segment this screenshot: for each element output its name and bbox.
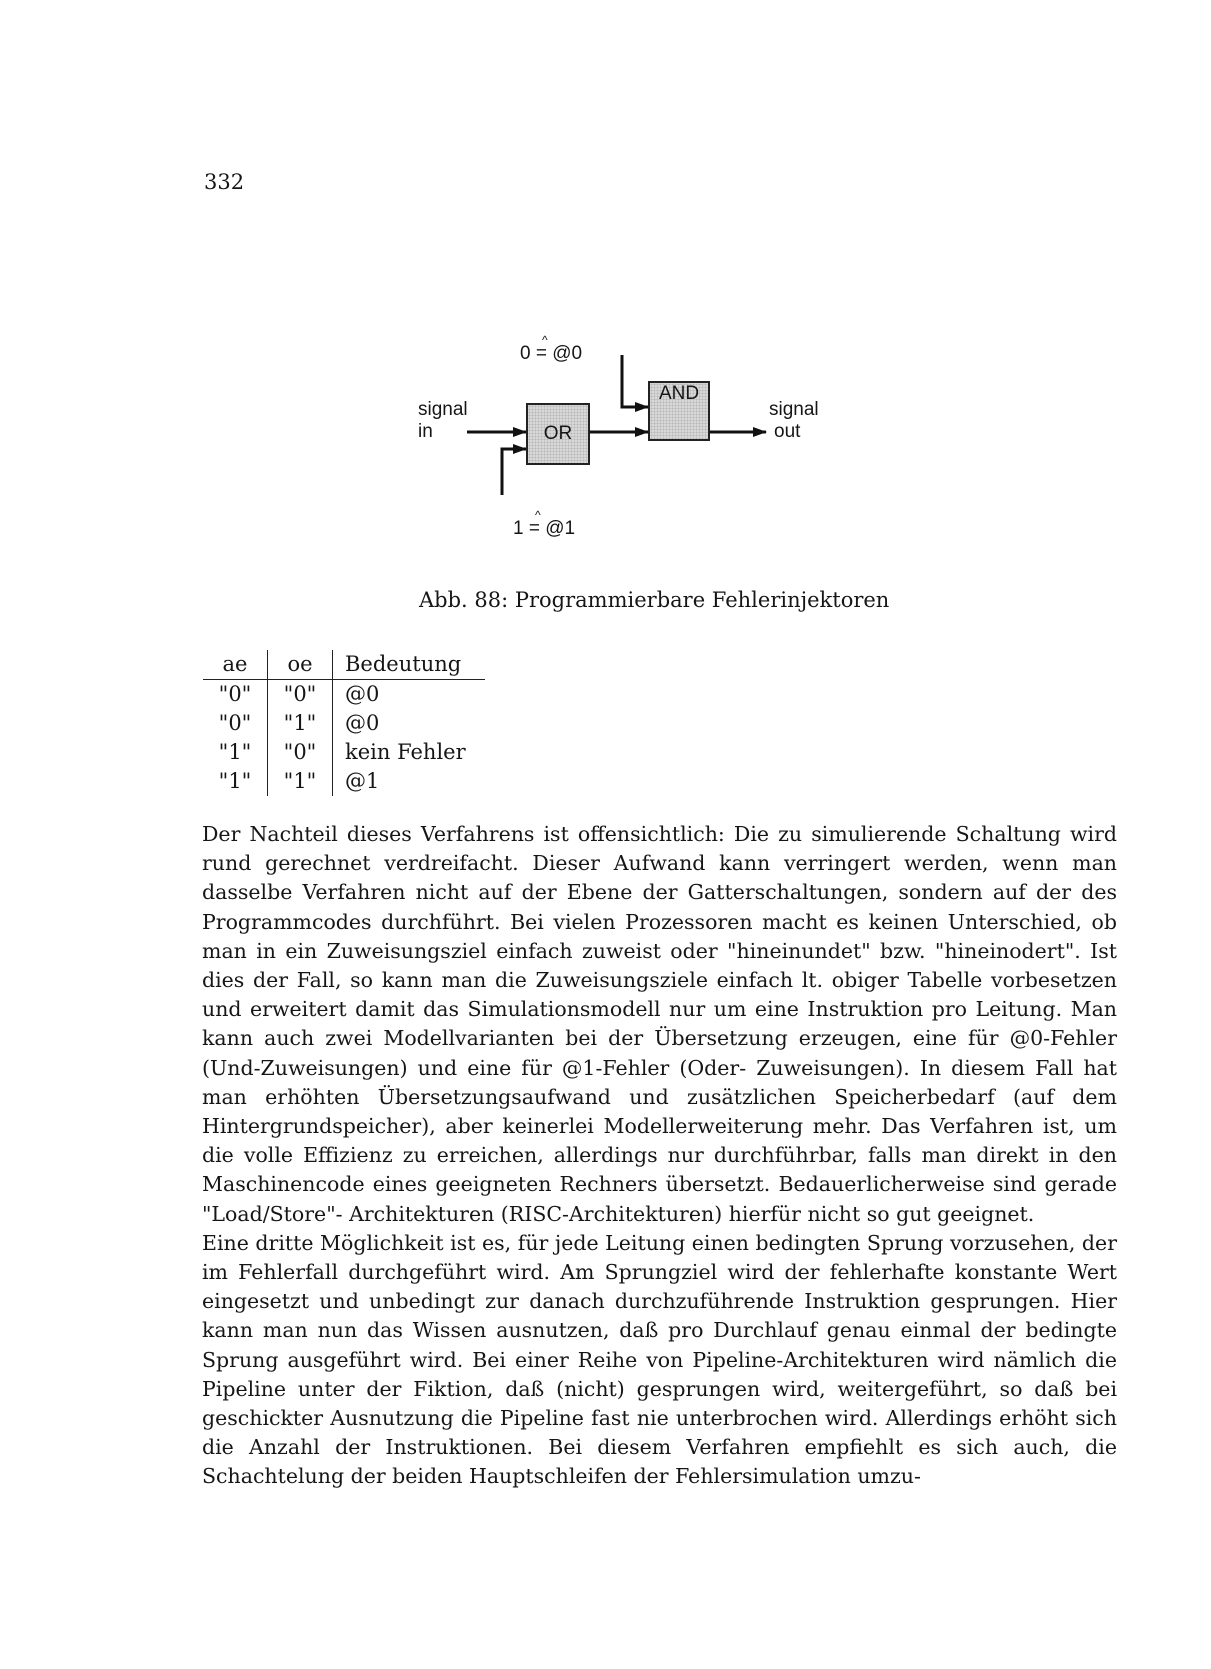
table-header-row: [203, 650, 485, 680]
bottom-control-label: 1 = @1: [513, 518, 576, 539]
input-label-in: in: [418, 421, 433, 442]
cell-ae: "1": [203, 767, 268, 796]
cell-oe: "0": [268, 680, 333, 710]
or-gate: OR: [526, 403, 590, 465]
header-ae: ae: [203, 650, 268, 680]
output-label-out: out: [774, 421, 801, 442]
fault-injector-diagram: [418, 333, 910, 545]
or-control-wire: [502, 449, 526, 495]
top-hat-mark: ^: [542, 333, 548, 347]
table-row: [203, 680, 485, 710]
paragraph-2: Eine dritte Möglichkeit ist es, für jede Leitung einen bedingten Sprung vorzusehen, der im Fehlerfall durchgeführt wird. Am Sprungziel wird der fehlerhafte konstante Wert eingesetzt und unbedingt zur danach durchzuführende Instruktion gesprungen. Hier kann man nun das Wissen ausnutzen, daß pro Durchlauf genau einmal der bedingte Sprung ausgeführt wird. Bei einer Reihe von Pipeline-Architekturen wird nämlich die Pipeline unter der Fiktion, daß (nicht) gesprungen wird, weitergeführt, so daß bei geschickter Ausnutzung die Pipeline fast nie unterbrochen wird. Allerdings erhöht sich die Anzahl der Instruktionen. Bei diesem Verfahren empfiehlt es sich auch, die Schachtelung der beiden Hauptschleifen der Fehlersimulation umzu-: [202, 1230, 1117, 1489]
header-oe: oe: [268, 650, 333, 680]
input-label-signal: signal: [418, 399, 468, 420]
cell-ae: "0": [203, 680, 268, 710]
cell-oe: "1": [268, 767, 333, 796]
fault-table: [203, 650, 485, 796]
table-row: [203, 738, 485, 767]
cell-meaning: kein Fehler: [345, 740, 466, 764]
table-row: [203, 709, 485, 738]
page-number: 332: [204, 170, 245, 194]
cell-oe: "1": [268, 709, 333, 738]
cell-meaning: @0: [345, 711, 380, 735]
body-text: [202, 820, 1117, 1492]
output-label-signal: signal: [769, 399, 819, 420]
cell-oe: "0": [268, 738, 333, 767]
paragraph-1: Der Nachteil dieses Verfahrens ist offensichtlich: Die zu simulierende Schaltung wird rund gerechnet verdreifacht. Dieser Aufwand kann verringert werden, wenn man dasselbe Verfahren nicht auf der Ebene der Gatterschaltungen, sondern auf der des Programmcodes durchführt. Bei vielen Prozessoren macht es keinen Unterschied, ob man in ein Zuweisungsziel einfach zuweist oder "hineinundet" bzw. "hineinodert". Ist dies der Fall, so kann man die Zuweisungsziele einfach lt. obiger Tabelle vorbesetzen und erweitert damit das Simulationsmodell nur um eine Instruktion pro Leitung. Man kann auch zwei Modellvarianten bei der Übersetzung erzeugen, eine für @0-Fehler (Und-Zuweisungen) und eine für @1-Fehler (Oder- Zuweisungen). In diesem Fall hat man erhöhten Übersetzungsaufwand und zusätzlichen Speicherbedarf (auf dem Hintergrundspeicher), aber keinerlei Modellerweiterung mehr. Das Verfahren ist, um die volle Effizienz zu erreichen, allerdings nur durchführbar, falls man direkt in den Maschinencode eines geeigneten Rechners übersetzt. Bedauerlicherweise sind gerade "Load/Store"- Architekturen (RISC-Architekturen) hierfür nicht so gut geeignet.: [202, 822, 1117, 1226]
top-control-label: 0 = @0: [520, 343, 583, 364]
diagram-wires: [440, 345, 910, 545]
bottom-hat-mark: ^: [535, 508, 541, 522]
header-bedeutung: Bedeutung: [333, 650, 486, 680]
table-row: [203, 767, 485, 796]
and-gate: AND: [648, 381, 710, 441]
cell-ae: "0": [203, 709, 268, 738]
figure-caption: Abb. 88: Programmierbare Fehlerinjektoren: [419, 588, 890, 612]
cell-ae: "1": [203, 738, 268, 767]
cell-meaning: @0: [345, 682, 380, 706]
and-control-wire: [622, 355, 648, 407]
cell-meaning: @1: [345, 769, 380, 793]
